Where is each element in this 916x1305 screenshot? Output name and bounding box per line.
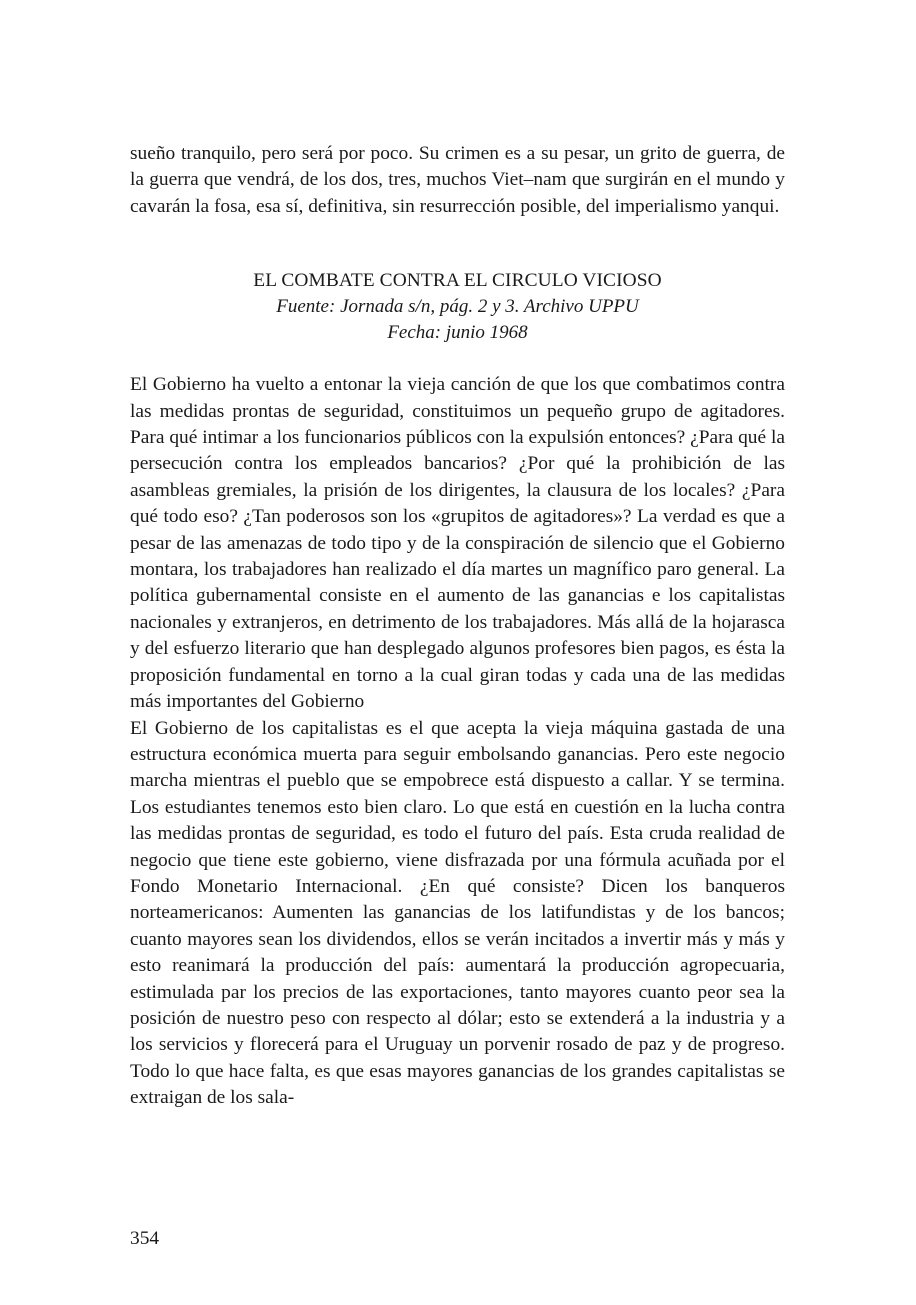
intro-paragraph: sueño tranquilo, pero será por poco. Su crimen es a su pesar, un grito de guerra, de la guerra que vendrá, de los dos, tres, muchos Viet–nam que surgirán en el mundo y cavarán la fosa, esa sí, definitiva, sin resurrección posible, del imperialismo yanqui. [130,143,785,217]
section-heading [130,268,785,346]
section-date: Fecha: junio 1968 [387,322,528,344]
body-paragraph-2: El Gobierno de los capitalistas es el que acepta la vieja máquina gastada de una estructura económica muerta para seguir embolsando ganancias. Pero este negocio marcha mientras el pueblo que se empobrece está dispuesto a callar. Y se termina. Los estudiantes tenemos esto bien claro. Lo que está en cuestión en la lucha contra las medidas prontas de seguridad, es todo el futuro del país. Esta cruda realidad de negocio que tiene este gobierno, viene disfrazada por una fórmula acuñada por el Fondo Monetario Internacional. ¿En qué consiste? Dicen los banqueros norteamericanos: Aumenten las ganancias de los latifundistas y de los bancos; cuanto mayores sean los dividendos, ellos se verán incitados a invertir más y más y esto reanimará la producción del país: aumentará la producción agropecuaria, estimulada par los precios de las exportaciones, tanto mayores cuanto peor sea la posición de nuestro peso con respecto al dólar; esto se extenderá a la industria y a los servicios y florecerá para el Uruguay un porvenir rosado de paz y de progreso. Todo lo que hace falta, es que esas mayores ganancias de los grandes capitalistas se extraigan de los sala- [130,717,785,1109]
page-content [130,141,785,1112]
section-body [130,372,785,1111]
section-source: Fuente: Jornada s/n, pág. 2 y 3. Archivo UPPU [276,296,639,318]
page-number: 354 [130,1228,160,1249]
section-title: EL COMBATE CONTRA EL CIRCULO VICIOSO [253,270,662,292]
body-paragraph-1: El Gobierno ha vuelto a entonar la vieja canción de que los que combatimos contra las medidas prontas de seguridad, constituimos un pequeño grupo de agitadores. Para qué intimar a los funcionarios públicos con la expulsión entonces? ¿Para qué la persecución contra los empleados bancarios? ¿Por qué la prohibición de las asambleas gremiales, la prisión de los dirigentes, la clausura de los locales? ¿Para qué todo eso? ¿Tan poderosos son los «grupitos de agitadores»? La verdad es que a pesar de las amenazas de todo tipo y de la conspiración de silencio que el Gobierno montara, los trabajadores han realizado el día martes un magnífico paro general. La política gubernamental consiste en el aumento de las ganancias e los capitalistas nacionales y extranjeros, en detrimento de los trabajadores. Más allá de la hojarasca y del esfuerzo literario que han desplegado algunos profesores bien pagos, es ésta la proposición fundamental en torno a la cual giran todas y cada una de las medidas más importantes del Gobierno [130,374,785,713]
